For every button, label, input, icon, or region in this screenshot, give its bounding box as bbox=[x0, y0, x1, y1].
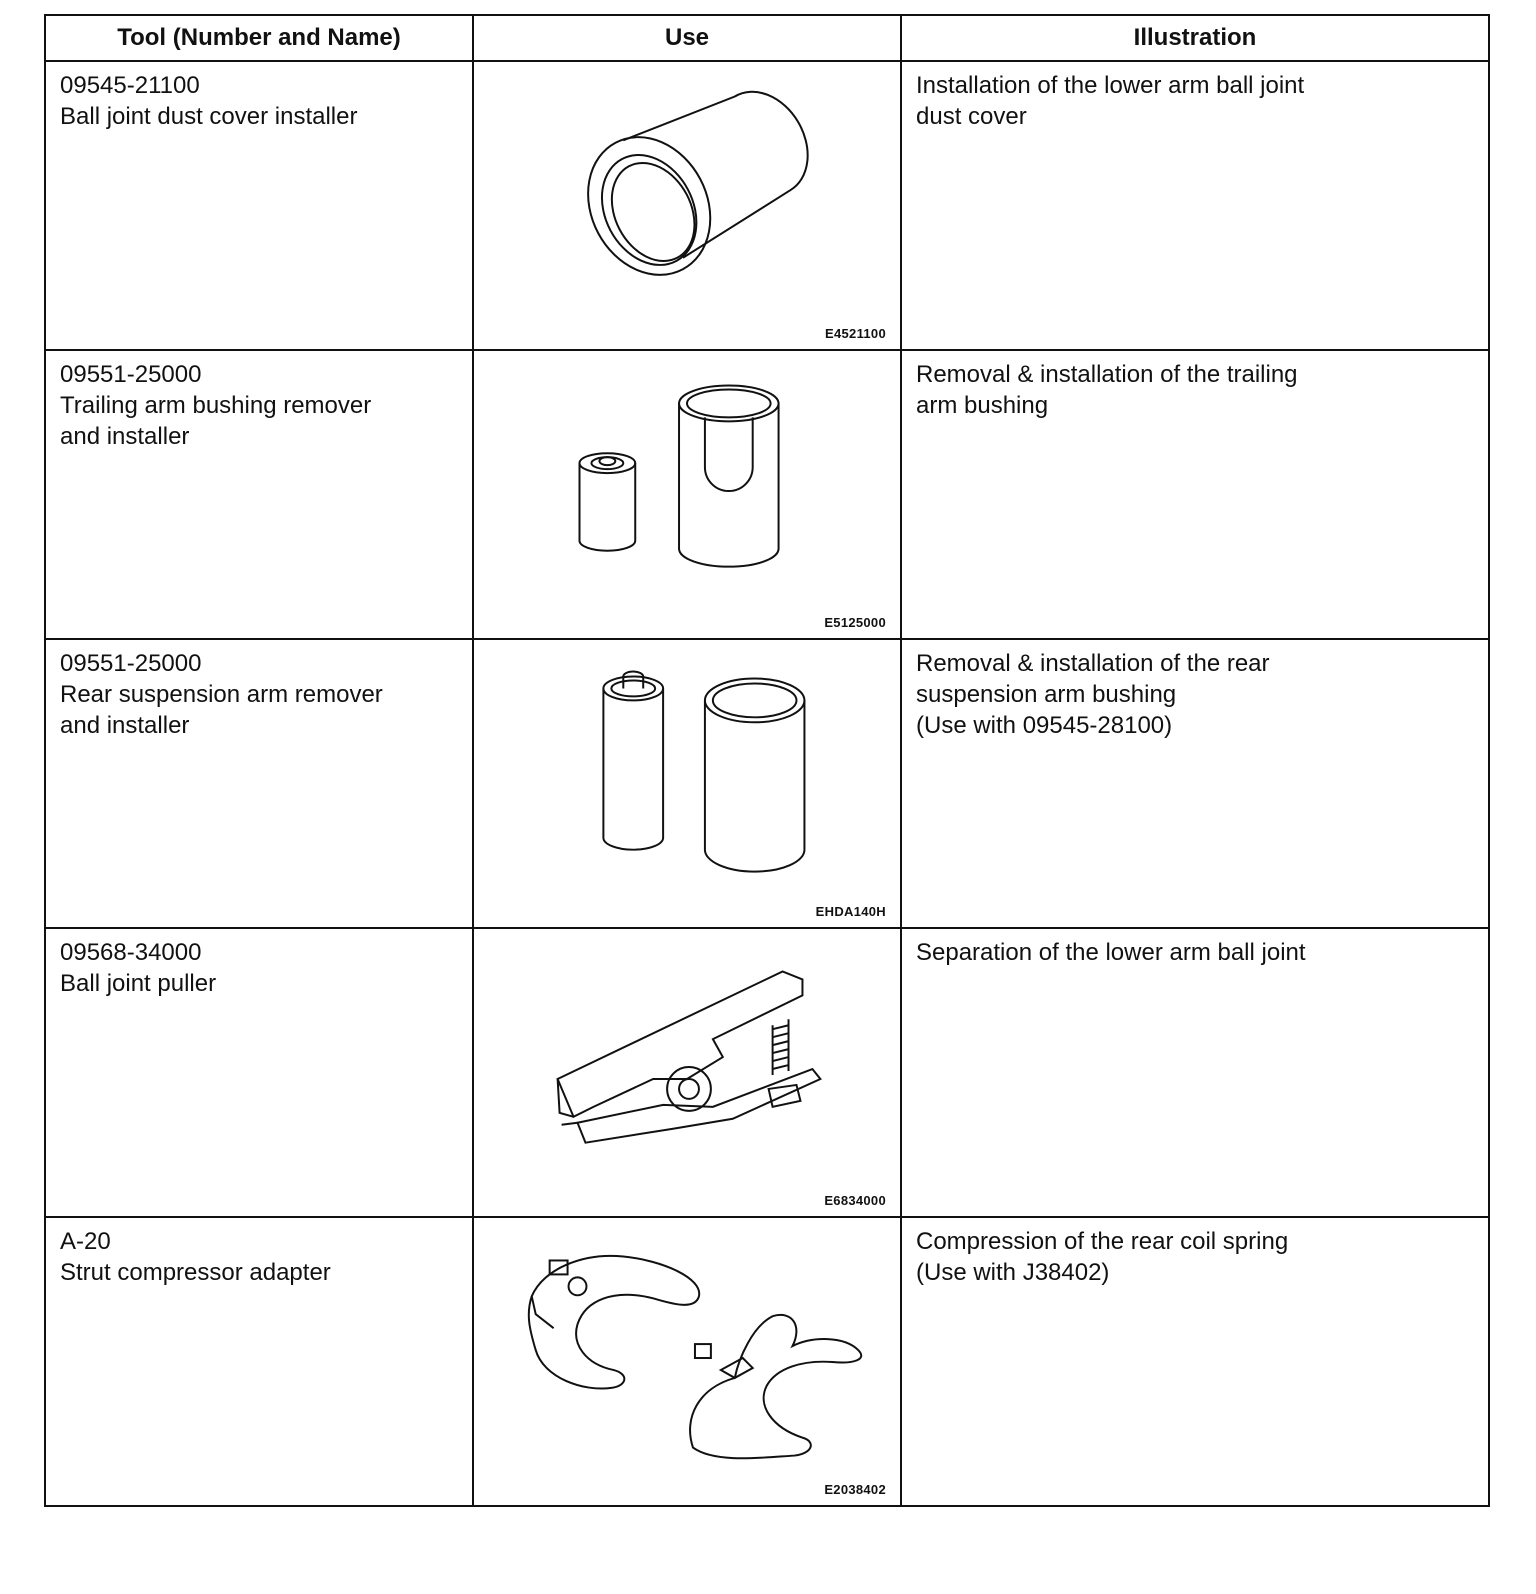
dust-cover-installer-drawing bbox=[474, 62, 900, 349]
figure-cell bbox=[473, 639, 901, 928]
description-cell bbox=[901, 1217, 1489, 1506]
tool-name: Ball joint dust cover installer bbox=[60, 103, 358, 130]
figure-code: E4521100 bbox=[825, 326, 886, 341]
tool-name: Ball joint puller bbox=[60, 970, 217, 997]
table-row bbox=[45, 928, 1489, 1217]
tool-cell bbox=[45, 639, 473, 928]
description-cell bbox=[901, 350, 1489, 639]
arm-remover-installer-drawing bbox=[474, 640, 900, 927]
description-cell bbox=[901, 639, 1489, 928]
description-text: Installation of the lower arm ball joint dust cover bbox=[916, 72, 1305, 130]
tool-name: Rear suspension arm remover and installer bbox=[60, 681, 383, 739]
description-cell bbox=[901, 928, 1489, 1217]
header-tool: Tool (Number and Name) bbox=[45, 15, 473, 61]
tool-cell bbox=[45, 350, 473, 639]
figure-cell bbox=[473, 928, 901, 1217]
description-cell bbox=[901, 61, 1489, 350]
table-row bbox=[45, 61, 1489, 350]
figure-cell bbox=[473, 61, 901, 350]
ball-joint-puller-drawing bbox=[474, 929, 900, 1216]
strut-compressor-adapter-drawing bbox=[474, 1218, 900, 1505]
bushing-remover-installer-drawing bbox=[474, 351, 900, 638]
tool-cell bbox=[45, 928, 473, 1217]
figure-cell bbox=[473, 350, 901, 639]
figure-code: E6834000 bbox=[824, 1193, 886, 1208]
description-text: Compression of the rear coil spring (Use with J38402) bbox=[916, 1228, 1289, 1286]
tool-number: 09568-34000 bbox=[60, 939, 202, 966]
tool-name: Trailing arm bushing remover and installer bbox=[60, 392, 372, 450]
tool-number: A-20 bbox=[60, 1228, 111, 1255]
special-tools-table bbox=[44, 14, 1490, 1507]
header-illustration: Illustration bbox=[901, 15, 1489, 61]
tool-name: Strut compressor adapter bbox=[60, 1259, 331, 1286]
tool-number: 09551-25000 bbox=[60, 361, 202, 388]
tool-number: 09545-21100 bbox=[60, 72, 200, 99]
figure-code: EHDA140H bbox=[815, 904, 886, 919]
header-row bbox=[45, 15, 1489, 61]
figure-code: E2038402 bbox=[824, 1482, 886, 1497]
figure-code: E5125000 bbox=[824, 615, 886, 630]
table-row bbox=[45, 1217, 1489, 1506]
description-text: Removal & installation of the rear suspension arm bushing (Use with 09545-28100) bbox=[916, 650, 1270, 739]
header-use: Use bbox=[473, 15, 901, 61]
figure-cell bbox=[473, 1217, 901, 1506]
tool-cell bbox=[45, 61, 473, 350]
description-text: Removal & installation of the trailing arm bushing bbox=[916, 361, 1298, 419]
table-row bbox=[45, 350, 1489, 639]
description-text: Separation of the lower arm ball joint bbox=[916, 939, 1306, 966]
table-row bbox=[45, 639, 1489, 928]
tool-number: 09551-25000 bbox=[60, 650, 202, 677]
tool-cell bbox=[45, 1217, 473, 1506]
